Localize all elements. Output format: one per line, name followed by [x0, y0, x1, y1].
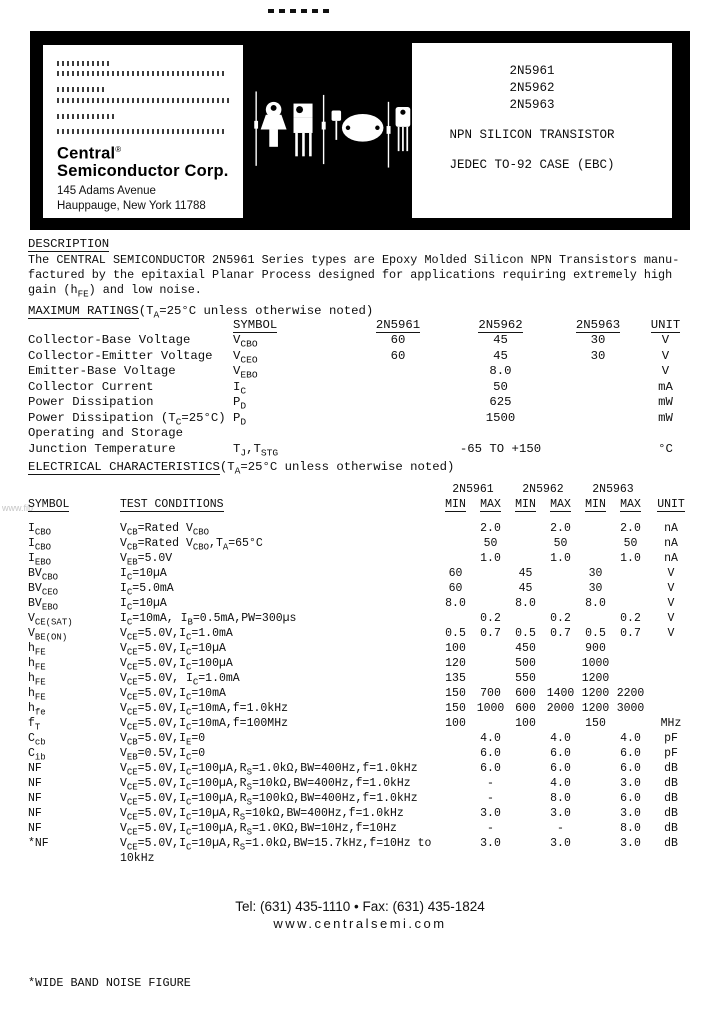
elec-title: ELECTRICAL $CHARACTERISTICS(T_A=25^\circ C$ unless otherwise noted)	[28, 460, 455, 477]
description-paragraph	[28, 253, 696, 299]
col-max: MAX	[620, 498, 641, 511]
cell-min: 30	[588, 567, 603, 580]
cell-max: 0.2	[480, 612, 501, 625]
cell-max: 0.2	[620, 612, 641, 625]
cell-unit: mA	[658, 379, 673, 394]
cell-min: 100	[515, 717, 536, 730]
cell-symbol: $V_{CE(SAT)}$	[28, 612, 73, 628]
part-number-box	[412, 43, 672, 218]
cell-v2: 45	[493, 348, 508, 363]
cell-unit: dB	[664, 837, 678, 850]
cell-test-conditions	[120, 641, 438, 656]
cell-v2: 625	[489, 395, 512, 409]
cell-symbol: NF	[28, 762, 42, 775]
col-max: MAX	[480, 498, 501, 511]
elec-row	[28, 746, 694, 761]
cell-symbol: $I_C$	[233, 379, 247, 396]
cell-v1	[348, 364, 448, 380]
cell-min: 500	[515, 657, 536, 670]
cell-min: 60	[448, 567, 463, 580]
elec-row	[28, 611, 694, 626]
cell-v1	[348, 426, 448, 442]
col-unit: UNIT	[657, 498, 685, 511]
condition-line: $V_{CE}=5.0V,I_C=10mA$	[120, 687, 226, 703]
cell-symbol: $V_{BE(ON)}$	[28, 627, 68, 643]
cell-max: 0.2	[550, 612, 571, 625]
illegible-text-line	[57, 114, 117, 119]
cell-test-conditions	[120, 536, 438, 551]
elec-row	[28, 671, 694, 686]
description-line: gain $(h_{FE})$ and low noise.	[28, 283, 202, 300]
elec-row	[28, 641, 694, 656]
part-number: 2N5963	[509, 98, 555, 112]
cell-max: 2.0	[550, 522, 571, 535]
cell-max: 2.0	[480, 522, 501, 535]
col-symbol: SYMBOL	[233, 318, 278, 332]
cell-v3	[553, 442, 643, 458]
description-line: factured by the epitaxial Planar Process designed for applications requiring extremely high	[28, 268, 673, 283]
cell-v3: 30	[590, 348, 606, 363]
cell-max: 6.0	[550, 747, 571, 760]
cell-test-conditions	[120, 761, 438, 776]
condition-line: $V_{CE}=5.0V,I_C=100\mu A,R_S=10k\Omega,BW=400Hz,f=1.0kHz$	[120, 777, 411, 793]
cell-min: 0.5	[515, 627, 536, 640]
cell-max: 0.7	[620, 627, 641, 640]
cell-test-conditions	[120, 731, 438, 746]
cell-test-conditions	[120, 581, 438, 596]
cell-test-conditions	[120, 701, 438, 716]
cell-min: 600	[515, 702, 536, 715]
cell-v1	[348, 442, 448, 458]
cell-max: 3.0	[620, 807, 641, 820]
cell-min: 1200	[581, 687, 610, 700]
cell-min: 60	[448, 582, 463, 595]
cell-unit: V	[667, 582, 675, 595]
cell-max: 8.0	[550, 792, 571, 805]
cell-unit: V	[667, 597, 675, 610]
cell-v3	[553, 380, 643, 396]
cell-max: 3.0	[550, 807, 571, 820]
col-2n5963: 2N5963	[592, 483, 634, 496]
illegible-text-line	[57, 87, 105, 92]
cell-max: 0.7	[480, 627, 501, 640]
cell-min: 45	[518, 567, 533, 580]
cell-unit: °C	[658, 441, 673, 456]
max-ratings-rows	[28, 333, 688, 457]
cell-max: 2.0	[620, 522, 641, 535]
condition-line: $V_{CE}=5.0V,I_C=10\mu A,R_S=1.0k\Omega,BW=15.7kHz,f=10Hz$ to	[120, 837, 432, 853]
cell-test-conditions	[120, 521, 438, 536]
illegible-text-line	[57, 71, 225, 76]
cell-symbol: $I_{CBO}$	[28, 522, 52, 538]
cell-v3	[553, 364, 643, 380]
cell-min: 900	[585, 642, 606, 655]
cell-v2	[448, 426, 553, 442]
col-2n5961: 2N5961	[375, 318, 421, 332]
cell-unit	[643, 426, 688, 442]
cell-max: 8.0	[620, 822, 641, 835]
cell-test-conditions	[120, 821, 438, 836]
cell-symbol: $f_T$	[28, 717, 41, 733]
elec-rows	[28, 521, 694, 866]
cell-unit: V	[661, 348, 670, 363]
cell-min: 1200	[581, 672, 610, 685]
cell-label: Junction Temperature	[28, 441, 176, 456]
col-min: MIN	[445, 498, 466, 511]
cell-symbol: *NF	[28, 837, 49, 850]
cell-unit: mW	[658, 395, 673, 409]
cell-v2: 45	[493, 333, 508, 347]
max-ratings-row	[28, 380, 688, 396]
condition-line: $V_{CB}=Rated$ $V_{CBO}$	[120, 522, 210, 538]
cell-test-conditions	[120, 791, 438, 806]
col-2n5961: 2N5961	[452, 483, 494, 496]
cell-max: 3.0	[620, 837, 641, 850]
cell-symbol: $C_{ib}$	[28, 747, 46, 763]
cell-unit: pF	[664, 732, 678, 745]
footer-website: www.centralsemi.com	[273, 916, 447, 931]
illegible-text-line	[57, 98, 229, 103]
col-2n5963: 2N5963	[575, 318, 621, 332]
max-ratings-row	[28, 395, 688, 411]
cell-symbol: $T_J,T_{STG}$	[233, 441, 279, 458]
cell-test-conditions	[120, 716, 438, 731]
condition-line: $V_{CE}=5.0V,I_C=100\mu A,R_S=100k\Omega,BW=400Hz,f=1.0kHz$	[120, 792, 418, 808]
cell-min: 150	[445, 687, 466, 700]
cell-symbol	[233, 426, 348, 442]
cell-min: 0.5	[445, 627, 466, 640]
cell-unit: MHz	[660, 717, 682, 730]
cell-label: Power Dissipation	[28, 395, 154, 409]
max-ratings-row	[28, 411, 688, 427]
cell-test-conditions	[120, 776, 438, 791]
cell-max: -	[487, 792, 494, 805]
cell-test-conditions	[120, 806, 438, 821]
illegible-text-line	[57, 61, 112, 66]
cell-max: 6.0	[480, 762, 501, 775]
cell-min: 450	[515, 642, 536, 655]
cell-label: Emitter-Base Voltage	[28, 364, 176, 378]
cell-test-conditions	[120, 626, 438, 641]
condition-line: 10kHz	[120, 852, 155, 865]
max-ratings-row	[28, 426, 688, 442]
cell-unit: pF	[664, 747, 678, 760]
elec-row	[28, 656, 694, 671]
cell-unit: V	[667, 612, 675, 625]
elec-minmax-header	[28, 498, 694, 511]
cell-max: 6.0	[620, 762, 641, 775]
cell-min: 135	[445, 672, 466, 685]
cell-label: Operating and Storage	[28, 426, 183, 440]
trademark-symbol: ®	[115, 145, 122, 154]
cell-max: 4.0	[620, 732, 641, 745]
cell-v1	[348, 395, 448, 411]
cell-max: 50	[553, 537, 568, 550]
condition-line: $V_{CE}=5.0V,I_C=1.0mA$	[120, 627, 233, 643]
cell-test-conditions	[120, 566, 438, 581]
part-number: 2N5961	[509, 64, 555, 78]
cell-max: 2000	[546, 702, 575, 715]
elec-row	[28, 836, 694, 866]
cell-max: 6.0	[620, 747, 641, 760]
company-address	[57, 184, 231, 214]
cell-max: 1400	[546, 687, 575, 700]
cell-max: 1000	[476, 702, 505, 715]
condition-line: $V_{CE}=5.0V,I_C=100\mu A,R_S=1.0k\Omega,BW=400Hz,f=1.0kHz$	[120, 762, 418, 778]
cell-test-conditions	[120, 671, 438, 686]
device-case: JEDEC TO-92 CASE (EBC)	[449, 158, 615, 172]
cell-max: 50	[623, 537, 638, 550]
condition-line: $V_{CE}=5.0V,I_C=10\mu A,R_S=10k\Omega,BW=400Hz,f=1.0kHz$	[120, 807, 404, 823]
cell-symbol: $h_{fe}$	[28, 702, 46, 718]
cell-symbol: NF	[28, 822, 42, 835]
cell-label: Collector Current	[28, 379, 154, 394]
cell-max: -	[557, 822, 564, 835]
elec-row	[28, 731, 694, 746]
cell-max: 6.0	[620, 792, 641, 805]
cell-unit: V	[661, 364, 670, 378]
header-band	[30, 31, 690, 230]
description-line: The CENTRAL SEMICONDUCTOR 2N5961 Series types are Epoxy Molded Silicon NPN Transistors manu-	[28, 253, 680, 267]
cell-symbol: $h_{FE}$	[28, 657, 46, 673]
cell-symbol: $h_{FE}$	[28, 687, 46, 703]
cell-max: 3.0	[620, 777, 641, 790]
condition-line: $I_C=10mA$, $I_B=0.5mA,PW=300\mu s$	[120, 612, 297, 628]
cell-v1	[348, 380, 448, 396]
logo-box	[43, 45, 243, 218]
cell-test-conditions	[120, 551, 438, 566]
cell-min: 120	[445, 657, 466, 670]
cell-max: 4.0	[480, 732, 501, 745]
max-ratings-row	[28, 349, 688, 365]
col-2n5962: 2N5962	[478, 318, 523, 332]
cell-max: 2200	[616, 687, 645, 700]
address-line1: 145 Adams Avenue	[57, 184, 156, 197]
cell-v3: 30	[590, 333, 606, 347]
cell-max: 6.0	[480, 747, 501, 760]
cell-symbol: $I_{CBO}$	[28, 537, 52, 553]
cell-min: 0.5	[585, 627, 606, 640]
cell-min: 1200	[581, 702, 610, 715]
cell-v2: 50	[493, 379, 508, 394]
condition-line: $V_{CB}=Rated$ $V_{CBO},T_A=65^\circ C$	[120, 537, 263, 553]
cell-min: 100	[445, 642, 466, 655]
condition-line: $V_{CE}=5.0V,I_C=10mA,f=1.0kHz$	[120, 702, 288, 718]
device-type: NPN SILICON TRANSISTOR	[449, 128, 615, 142]
condition-line: $V_{CE}=5.0V$, $I_C=1.0mA$	[120, 672, 240, 688]
cell-symbol: $V_{CBO}$	[233, 333, 258, 350]
cell-max: -	[487, 822, 494, 835]
cell-max: 3.0	[480, 837, 501, 850]
cell-symbol: NF	[28, 792, 42, 805]
cell-min: 550	[515, 672, 536, 685]
cell-max: -	[487, 777, 494, 790]
cell-max: 50	[483, 537, 498, 550]
cell-v1: 60	[390, 333, 406, 347]
elec-part-header	[28, 483, 694, 496]
cell-unit: V	[667, 567, 675, 580]
condition-line: $V_{CE}=5.0V,I_C=10\mu A$	[120, 642, 226, 658]
cell-unit: dB	[664, 777, 678, 790]
transistor-package-silhouettes	[252, 86, 412, 186]
cell-symbol: $BV_{EBO}$	[28, 597, 58, 613]
elec-row	[28, 761, 694, 776]
cell-min: 600	[515, 687, 536, 700]
cell-max: 1.0	[480, 552, 501, 565]
condition-line: $V_{CB}=5.0V,I_E=0$	[120, 732, 206, 748]
cell-unit: dB	[664, 807, 678, 820]
cell-test-conditions	[120, 596, 438, 611]
cell-unit: nA	[664, 537, 678, 550]
cell-unit: dB	[664, 822, 678, 835]
col-test-conditions: TEST CONDITIONS	[120, 498, 224, 511]
cell-test-conditions	[120, 611, 438, 626]
col-unit: UNIT	[650, 318, 681, 332]
elec-row	[28, 806, 694, 821]
elec-row	[28, 821, 694, 836]
elec-row	[28, 521, 694, 536]
cell-label: Collector-Emitter Voltage	[28, 348, 213, 363]
cell-unit: dB	[664, 762, 678, 775]
elec-row	[28, 776, 694, 791]
cell-min: 100	[445, 717, 466, 730]
cell-label: Collector-Base Voltage	[28, 333, 191, 347]
cell-test-conditions	[120, 656, 438, 671]
max-ratings-row	[28, 333, 688, 349]
cell-test-conditions	[120, 836, 438, 866]
col-2n5962: 2N5962	[522, 483, 564, 496]
cell-v3	[553, 411, 643, 427]
elec-row	[28, 686, 694, 701]
cell-symbol: $I_{EBO}$	[28, 552, 52, 568]
part-number: 2N5962	[509, 81, 555, 95]
cell-min: 45	[518, 582, 533, 595]
illegible-text-line	[57, 129, 227, 134]
cell-symbol: $BV_{CBO}$	[28, 567, 58, 583]
cell-v2: -65 TO +150	[459, 441, 542, 456]
footer-telephone: Tel: (631) 435-1110 • Fax: (631) 435-1824	[235, 899, 485, 914]
max-ratings-header	[28, 318, 688, 332]
cell-symbol: $h_{FE}$	[28, 672, 46, 688]
cell-min: 8.0	[585, 597, 606, 610]
cell-label: Power Dissipation $(T_C=25^\circ C)$	[28, 410, 226, 427]
edge-watermark: www.fib	[2, 503, 34, 513]
cell-symbol: $P_D$	[233, 410, 247, 427]
cell-min: 8.0	[445, 597, 466, 610]
col-min: MIN	[585, 498, 606, 511]
cell-max: 0.7	[550, 627, 571, 640]
cell-min: 1000	[581, 657, 610, 670]
condition-line: $I_C=10\mu A$	[120, 567, 167, 583]
elec-row	[28, 566, 694, 581]
cell-min: 150	[585, 717, 606, 730]
elec-row	[28, 581, 694, 596]
cell-max: 3000	[616, 702, 645, 715]
scan-artifact	[268, 9, 332, 13]
condition-line: $V_{CE}=5.0V,I_C=10mA,f=100MHz$	[120, 717, 288, 733]
address-line2: Hauppauge, New York 11788	[57, 199, 206, 212]
cell-unit: V	[661, 333, 670, 347]
col-min: MIN	[515, 498, 536, 511]
condition-line: $I_C=10\mu A$	[120, 597, 167, 613]
cell-unit: V	[667, 627, 675, 640]
cell-unit: nA	[664, 552, 678, 565]
elec-row	[28, 551, 694, 566]
cell-symbol: $h_{FE}$	[28, 642, 46, 658]
cell-v2: 1500	[485, 410, 516, 425]
cell-symbol: $V_{EBO}$	[233, 364, 258, 381]
cell-symbol: NF	[28, 807, 42, 820]
cell-unit: mW	[658, 410, 673, 425]
cell-max: 1.0	[550, 552, 571, 565]
cell-max: 4.0	[550, 777, 571, 790]
cell-min: 150	[445, 702, 466, 715]
condition-line: $V_{EB}=0.5V,I_C=0$	[120, 747, 206, 763]
condition-line: $V_{EB}=5.0V$	[120, 552, 173, 568]
condition-line: $V_{CE}=5.0V,I_C=100\mu A,R_S=1.0K\Omega,BW=10Hz,f=10Hz$	[120, 822, 397, 838]
cell-v3	[553, 426, 643, 442]
cell-min: 8.0	[515, 597, 536, 610]
max-ratings-row	[28, 442, 688, 458]
description-title: DESCRIPTION	[28, 237, 110, 251]
elec-row	[28, 626, 694, 641]
cell-max: 700	[480, 687, 501, 700]
elec-row	[28, 596, 694, 611]
elec-row	[28, 701, 694, 716]
company-name-line1: Central®	[57, 144, 122, 163]
elec-row	[28, 536, 694, 551]
cell-max: 6.0	[550, 762, 571, 775]
max-ratings-title: MAXIMUM $RATINGS(T_A=25^\circ C$ unless otherwise noted)	[28, 304, 374, 321]
cell-test-conditions	[120, 746, 438, 761]
elec-row	[28, 716, 694, 731]
cell-unit: dB	[664, 792, 678, 805]
cell-v1: 60	[390, 348, 406, 363]
cell-symbol: NF	[28, 777, 42, 790]
col-max: MAX	[550, 498, 571, 511]
cell-max: 3.0	[480, 807, 501, 820]
cell-symbol: $C_{cb}$	[28, 732, 46, 748]
cell-v1	[348, 411, 448, 427]
cell-symbol: $V_{CEO}$	[233, 348, 258, 365]
max-ratings-row	[28, 364, 688, 380]
cell-v2: 8.0	[489, 364, 512, 378]
cell-symbol: $BV_{CEO}$	[28, 582, 58, 598]
cell-max: 3.0	[550, 837, 571, 850]
elec-row	[28, 791, 694, 806]
cell-max: 4.0	[550, 732, 571, 745]
condition-line: $V_{CE}=5.0V,I_C=100\mu A$	[120, 657, 233, 673]
cell-test-conditions	[120, 686, 438, 701]
wideband-noise-note: *WIDE BAND NOISE FIGURE	[28, 976, 191, 990]
part-numbers	[509, 63, 554, 114]
col-symbol: SYMBOL	[28, 498, 70, 511]
cell-max: 1.0	[620, 552, 641, 565]
company-name-line2: Semiconductor Corp.	[57, 161, 229, 180]
cell-symbol: $P_D$	[233, 395, 247, 412]
cell-min: 30	[588, 582, 603, 595]
cell-v3	[553, 395, 643, 411]
condition-line: $I_C=5.0mA$	[120, 582, 174, 598]
cell-unit: nA	[664, 522, 678, 535]
